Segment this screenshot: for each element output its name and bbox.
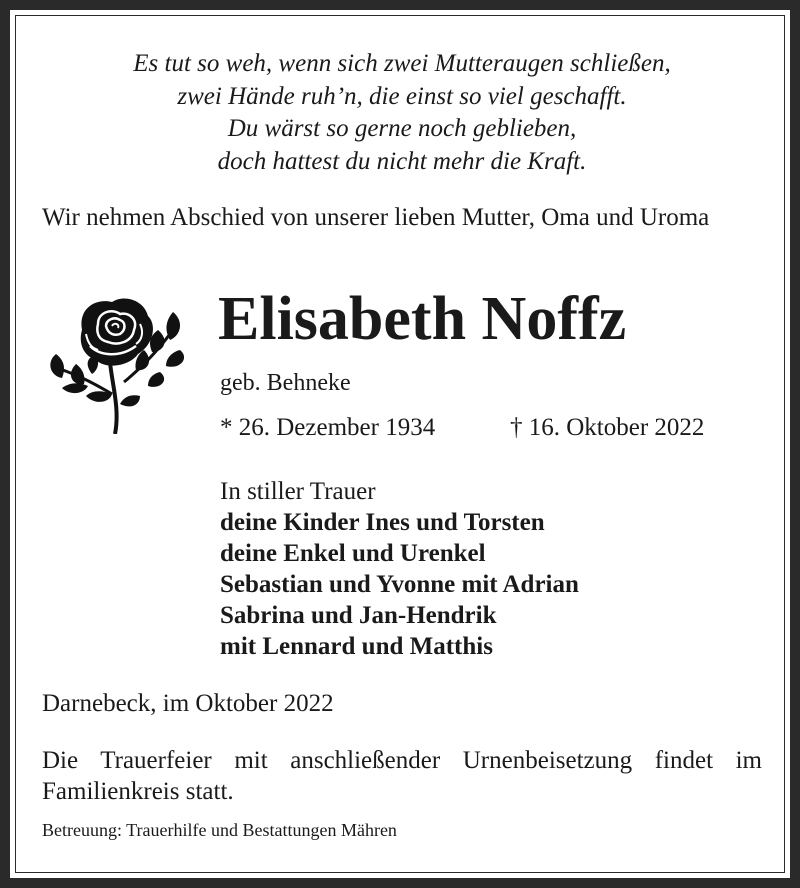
poem-line: Es tut so weh, wenn sich zwei Mutteraugen schließen,: [133, 50, 671, 77]
poem-line: Du wärst so gerne noch geblieben,: [227, 115, 577, 142]
poem: [12, 48, 792, 178]
obituary-card: [10, 10, 790, 878]
birth-name: geb. Behneke: [220, 370, 351, 396]
mourners: [220, 476, 579, 662]
deceased-name: Elisabeth Noffz: [218, 285, 627, 353]
care-note: Betreuung: Trauerhilfe und Bestattungen Mähren: [42, 820, 397, 840]
intro-text: Wir nehmen Abschied von unserer lieben Mutter, Oma und Uroma: [42, 204, 710, 231]
mourning-heading: In stiller Trauer: [220, 478, 376, 505]
mourner-line: mit Lennard und Matthis: [220, 633, 493, 660]
death-date: † 16. Oktober 2022: [510, 414, 705, 441]
mourner-line: Sebastian und Yvonne mit Adrian: [220, 571, 579, 598]
poem-line: zwei Hände ruh’n, die einst so viel geschafft.: [177, 82, 627, 110]
poem-line: doch hattest du nicht mehr die Kraft.: [217, 147, 587, 175]
rose-icon: [40, 284, 190, 434]
place-date: Darnebeck, im Oktober 2022: [42, 690, 334, 717]
mourner-line: deine Enkel und Urenkel: [220, 540, 486, 567]
life-dates: [220, 412, 740, 444]
birth-date: * 26. Dezember 1934: [220, 414, 436, 441]
funeral-note: Die Trauerfeier mit anschließender Urnenbeisetzung findet im Familienkreis statt.: [42, 747, 762, 805]
mourner-line: deine Kinder Ines und Torsten: [220, 509, 545, 536]
mourner-line: Sabrina und Jan-Hendrik: [220, 602, 497, 629]
